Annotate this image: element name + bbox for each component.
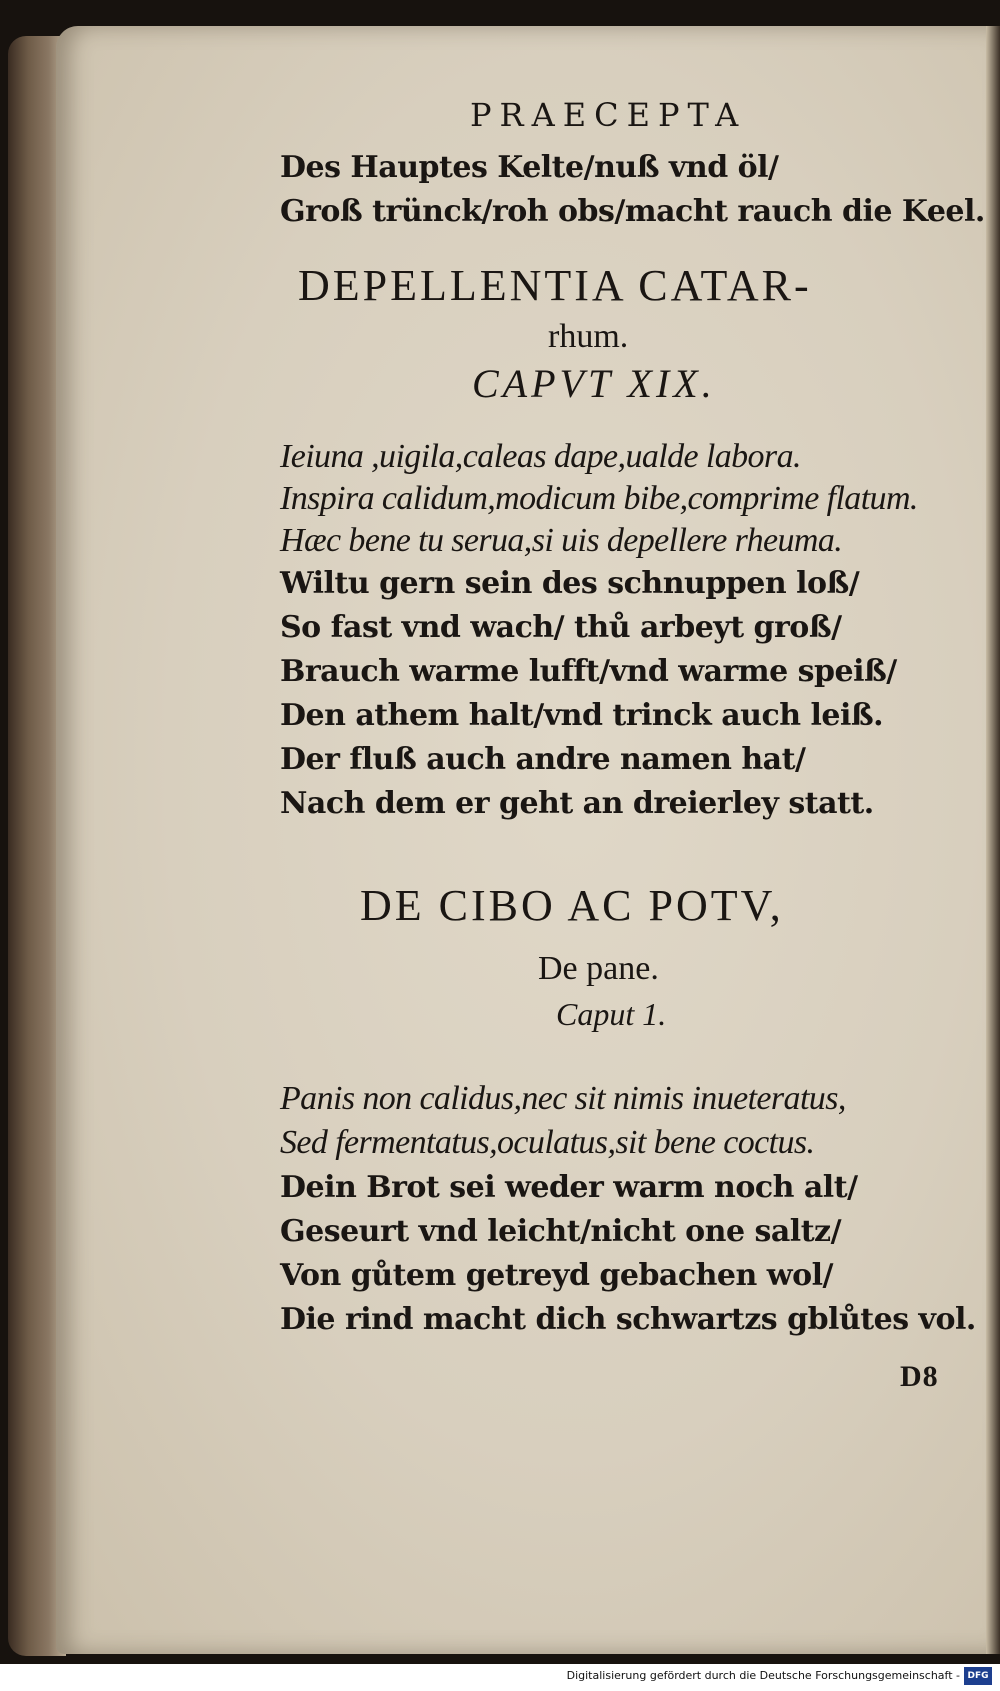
section1-heading-line1: DEPELLENTIA CATAR- xyxy=(298,261,812,310)
section1-german-line-6: Nach dem er geht an dreierley statt. xyxy=(280,786,874,821)
section2-german-line-1: Dein Brot sei weder warm noch alt/ xyxy=(280,1170,858,1205)
section2-german-line-2: Geseurt vnd leicht/nicht one saltz/ xyxy=(280,1214,842,1249)
section1-heading-line2: rhum. xyxy=(548,318,629,355)
section2-german-line-4: Die rind macht dich schwartzs gblůtes vol. xyxy=(280,1302,976,1337)
footer-credit: Digitalisierung gefördert durch die Deutsche Forschungsgemeinschaft - xyxy=(566,1669,960,1682)
right-page-edge xyxy=(986,26,1000,1654)
signature-mark: D8 xyxy=(900,1360,939,1393)
section1-latin-line-2: Inspira calidum,modicum bibe,comprime flatum. xyxy=(280,480,918,517)
top-line-1: Des Hauptes Kelte/nuß vnd öl/ xyxy=(280,150,779,185)
section1-caput: CAPVT XIX. xyxy=(472,361,716,406)
section1-german-line-1: Wiltu gern sein des schnuppen loß/ xyxy=(280,566,860,601)
section1-german-line-3: Brauch warme lufft/vnd warme speiß/ xyxy=(280,654,897,689)
section1-german-line-2: So fast vnd wach/ thů arbeyt groß/ xyxy=(280,610,842,645)
section1-german-line-5: Der fluß auch andre namen hat/ xyxy=(280,742,806,777)
footer-bar xyxy=(0,1664,1000,1691)
section2-subhead: De pane. xyxy=(538,950,659,987)
section2-heading: DE CIBO AC POTV, xyxy=(360,881,784,930)
section2-latin-line-1: Panis non calidus,nec sit nimis inueteratus, xyxy=(280,1080,846,1117)
section1-latin-line-1: Ieiuna ,uigila,caleas dape,ualde labora. xyxy=(280,438,801,475)
section2-german-line-3: Von gůtem getreyd gebachen wol/ xyxy=(280,1258,833,1293)
dfg-logo: DFG xyxy=(964,1667,992,1685)
top-line-2: Groß trünck/roh obs/macht rauch die Keel. xyxy=(280,194,985,229)
section1-german-line-4: Den athem halt/vnd trinck auch leiß. xyxy=(280,698,884,733)
section1-latin-line-3: Hæc bene tu serua,si uis depellere rheuma. xyxy=(280,522,843,559)
section2-caput: Caput 1. xyxy=(556,996,667,1032)
running-head: PRAECEPTA xyxy=(470,96,747,134)
section2-latin-line-2: Sed fermentatus,oculatus,sit bene coctus. xyxy=(280,1124,815,1161)
